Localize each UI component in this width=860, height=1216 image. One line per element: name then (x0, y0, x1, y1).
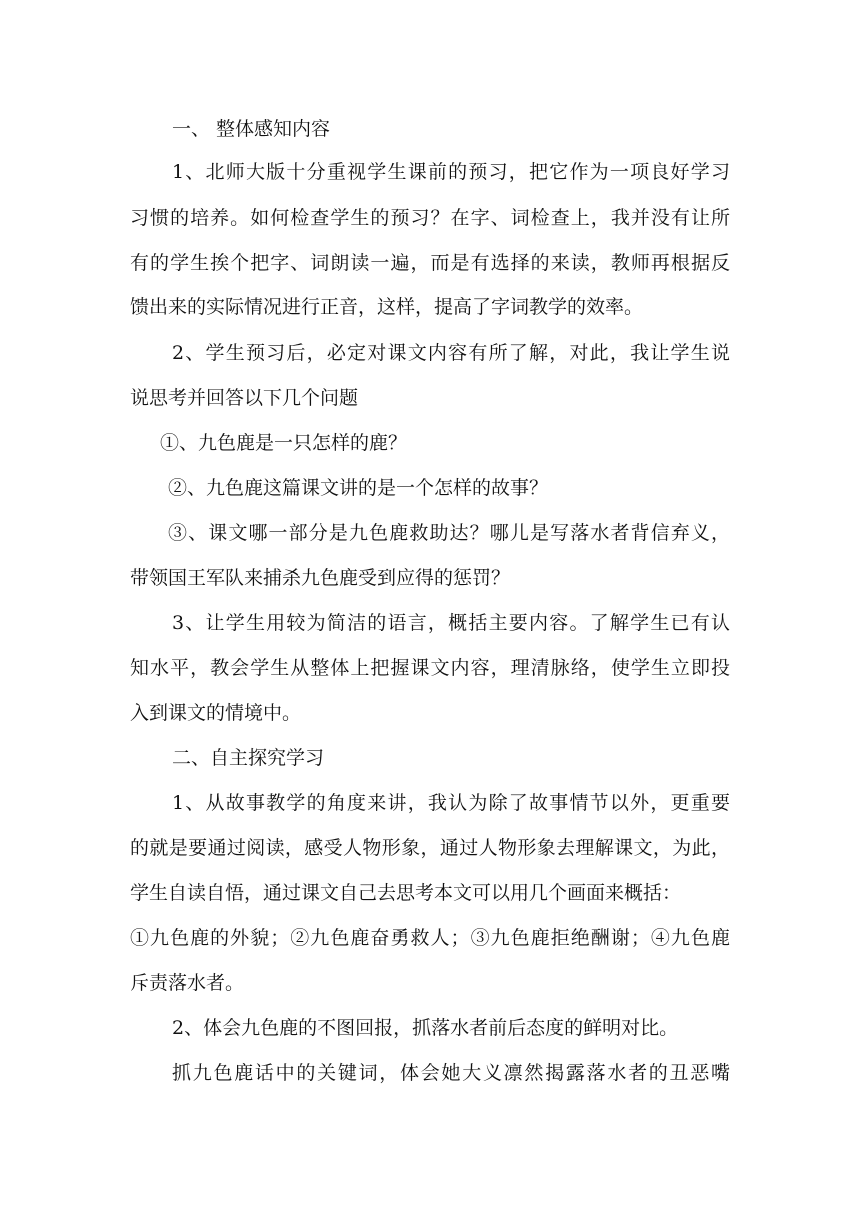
question-item: ②、九色鹿这篇课文讲的是一个怎样的故事？ (168, 477, 549, 499)
paragraph-line: ①九色鹿的外貌；②九色鹿奋勇救人；③九色鹿拒绝酬谢；④九色鹿 (130, 927, 730, 949)
paragraph-line: 2、体会九色鹿的不图回报，抓落水者前后态度的鲜明对比。 (172, 1017, 679, 1039)
paragraph-line: 知水平，教会学生从整体上把握课文内容，理清脉络，使学生立即投 (130, 657, 730, 679)
paragraph-line: 带领国王军队来捕杀九色鹿受到应得的惩罚？ (130, 567, 511, 589)
section-heading: 一、 整体感知内容 (172, 118, 331, 140)
paragraph-line: 馈出来的实际情况进行正音，这样，提高了字词教学的效率。 (130, 296, 644, 318)
paragraph-line: 2、学生预习后，必定对课文内容有所了解，对此，我让学生说 (172, 342, 730, 364)
question-item: ③、课文哪一部分是九色鹿救助达？哪儿是写落水者背信弃义， (168, 522, 730, 544)
question-item: ①、九色鹿是一只怎样的鹿？ (160, 432, 408, 454)
paragraph-line: 习惯的培养。如何检查学生的预习？在字、词检查上，我并没有让所 (130, 207, 730, 229)
paragraph-line: 学生自读自悟，通过课文自己去思考本文可以用几个画面来概括： (130, 882, 682, 904)
paragraph-line: 入到课文的情境中。 (130, 702, 302, 724)
paragraph-line: 的就是要通过阅读，感受人物形象，通过人物形象去理解课文，为此， (130, 837, 730, 859)
paragraph-line: 抓九色鹿话中的关键词，体会她大义凛然揭露落水者的丑恶嘴 (172, 1062, 730, 1084)
paragraph-line: 斥责落水者。 (130, 972, 245, 994)
section-heading: 二、自主探究学习 (172, 747, 325, 769)
paragraph-line: 1、从故事教学的角度来讲，我认为除了故事情节以外，更重要 (172, 792, 730, 814)
paragraph-line: 说思考并回答以下几个问题 (130, 387, 359, 409)
paragraph-line: 有的学生挨个把字、词朗读一遍，而是有选择的来读，教师再根据反 (130, 252, 730, 274)
paragraph-line: 1、北师大版十分重视学生课前的预习，把它作为一项良好学习 (172, 161, 730, 183)
paragraph-line: 3、让学生用较为简洁的语言，概括主要内容。了解学生已有认 (172, 612, 730, 634)
